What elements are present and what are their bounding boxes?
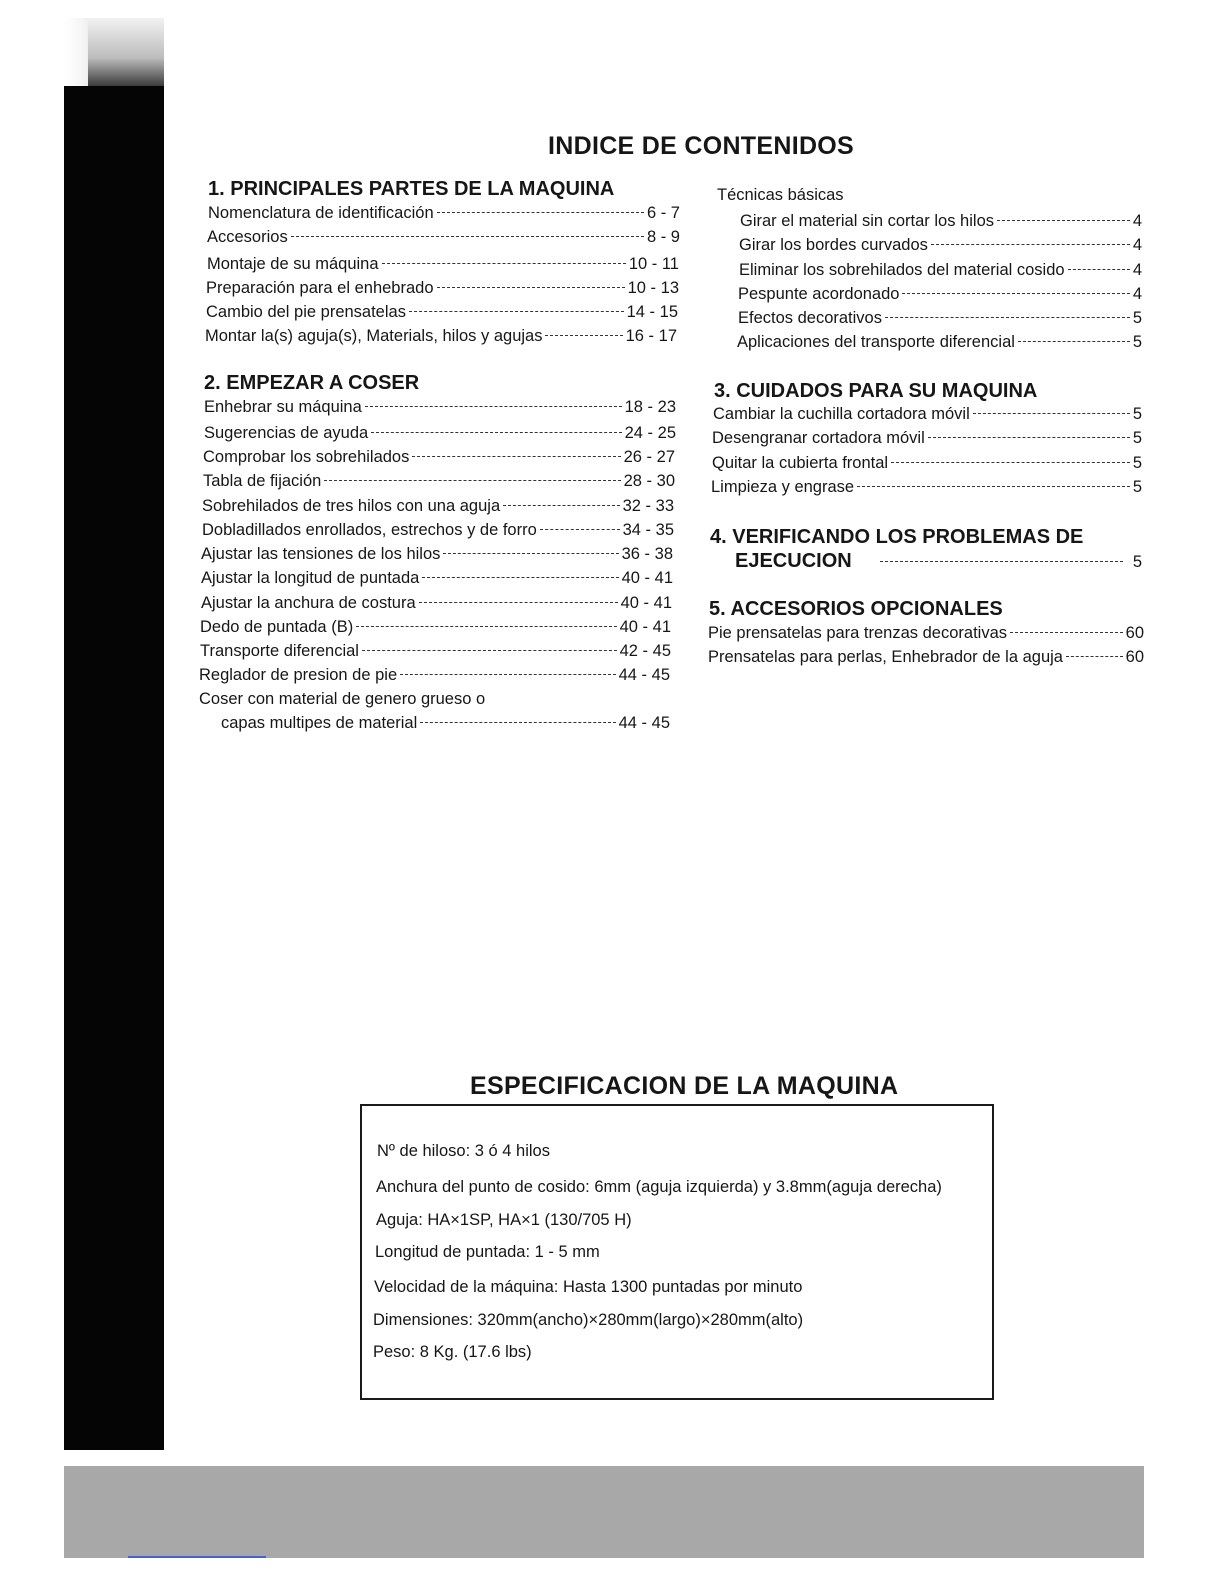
toc-entry: Eliminar los sobrehilados del material cosido 4 [739, 261, 1142, 279]
spec-line: Anchura del punto de cosido: 6mm (aguja izquierda) y 3.8mm(aguja derecha) [376, 1178, 942, 1196]
toc-entry: Cambiar la cuchilla cortadora móvil 5 [713, 405, 1142, 423]
toc-entry: Coser con material de genero grueso o [199, 690, 486, 708]
scan-binding-shadow [64, 86, 164, 1450]
toc-entry: Ajustar la longitud de puntada 40 - 41 [201, 569, 673, 587]
spec-title: ESPECIFICACION DE LA MAQUINA [470, 1072, 899, 1100]
spec-line: Peso: 8 Kg. (17.6 lbs) [373, 1343, 532, 1361]
section-2-heading: 2. EMPEZAR A COSER [204, 372, 420, 394]
toc-entry: Montaje de su máquina 10 - 11 [207, 255, 679, 273]
toc-entry: Accesorios 8 - 9 [207, 228, 680, 246]
section-3-heading: 3. CUIDADOS PARA SU MAQUINA [714, 380, 1038, 402]
toc-entry: Tabla de fijación 28 - 30 [203, 472, 675, 490]
toc-entry: Comprobar los sobrehilados 26 - 27 [203, 448, 675, 466]
toc-entry: capas multipes de material 44 - 45 [221, 714, 670, 732]
toc-entry: Desengranar cortadora móvil 5 [712, 429, 1142, 447]
section-5-heading: 5. ACCESORIOS OPCIONALES [709, 598, 1003, 620]
spec-box [360, 1104, 994, 1400]
page-right-edge [1152, 0, 1224, 1584]
toc-entry: Pie prensatelas para trenzas decorativas 60 [708, 624, 1144, 642]
toc-entry: Enhebrar su máquina 18 - 23 [204, 398, 676, 416]
toc-entry: Transporte diferencial 42 - 45 [200, 642, 671, 660]
spec-line: Longitud de puntada: 1 - 5 mm [375, 1243, 600, 1261]
toc-entry: Quitar la cubierta frontal 5 [712, 454, 1142, 472]
toc-entry: Cambio del pie prensatelas 14 - 15 [206, 303, 678, 321]
subsection-heading: Técnicas básicas [717, 186, 844, 204]
toc-entry: Ajustar la anchura de costura 40 - 41 [201, 594, 672, 612]
toc-entry: Aplicaciones del transporte diferencial 5 [737, 333, 1142, 351]
toc-entry: Dedo de puntada (B) 40 - 41 [200, 618, 671, 636]
toc-entry: Sugerencias de ayuda 24 - 25 [204, 424, 676, 442]
toc-title: INDICE DE CONTENIDOS [548, 132, 855, 160]
scan-bottom-shadow [64, 1466, 1144, 1558]
toc-entry: Nomenclatura de identificación 6 - 7 [208, 204, 680, 222]
toc-entry: Preparación para el enhebrado 10 - 13 [206, 279, 679, 297]
toc-entry: EJECUCION 5 [735, 550, 1142, 572]
toc-entry: Girar los bordes curvados 4 [739, 236, 1142, 254]
spec-line: Velocidad de la máquina: Hasta 1300 puntadas por minuto [374, 1278, 803, 1296]
toc-entry: Montar la(s) aguja(s), Materials, hilos y agujas 16 - 17 [205, 327, 677, 345]
spec-line: Nº de hiloso: 3 ó 4 hilos [377, 1142, 550, 1160]
toc-entry: Dobladillados enrollados, estrechos y de forro 34 - 35 [202, 521, 674, 539]
scan-blue-line [128, 1556, 266, 1558]
toc-entry: Efectos decorativos 5 [738, 309, 1142, 327]
section-4-heading: 4. VERIFICANDO LOS PROBLEMAS DE [710, 526, 1084, 548]
toc-entry: Pespunte acordonado 4 [738, 285, 1142, 303]
toc-entry: Prensatelas para perlas, Enhebrador de la aguja 60 [708, 648, 1144, 666]
toc-entry: Limpieza y engrase 5 [711, 478, 1142, 496]
toc-entry: Sobrehilados de tres hilos con una aguja 32 - 33 [202, 497, 674, 515]
toc-entry: Ajustar las tensiones de los hilos 36 - 38 [201, 545, 673, 563]
section-1-heading: 1. PRINCIPALES PARTES DE LA MAQUINA [208, 178, 615, 200]
scan-shadow-top [88, 18, 164, 90]
toc-entry: Girar el material sin cortar los hilos 4 [740, 212, 1142, 230]
spec-line: Aguja: HA×1SP, HA×1 (130/705 H) [376, 1211, 632, 1229]
spec-line: Dimensiones: 320mm(ancho)×280mm(largo)×280mm(alto) [373, 1311, 804, 1329]
toc-entry: Reglador de presion de pie 44 - 45 [199, 666, 670, 684]
